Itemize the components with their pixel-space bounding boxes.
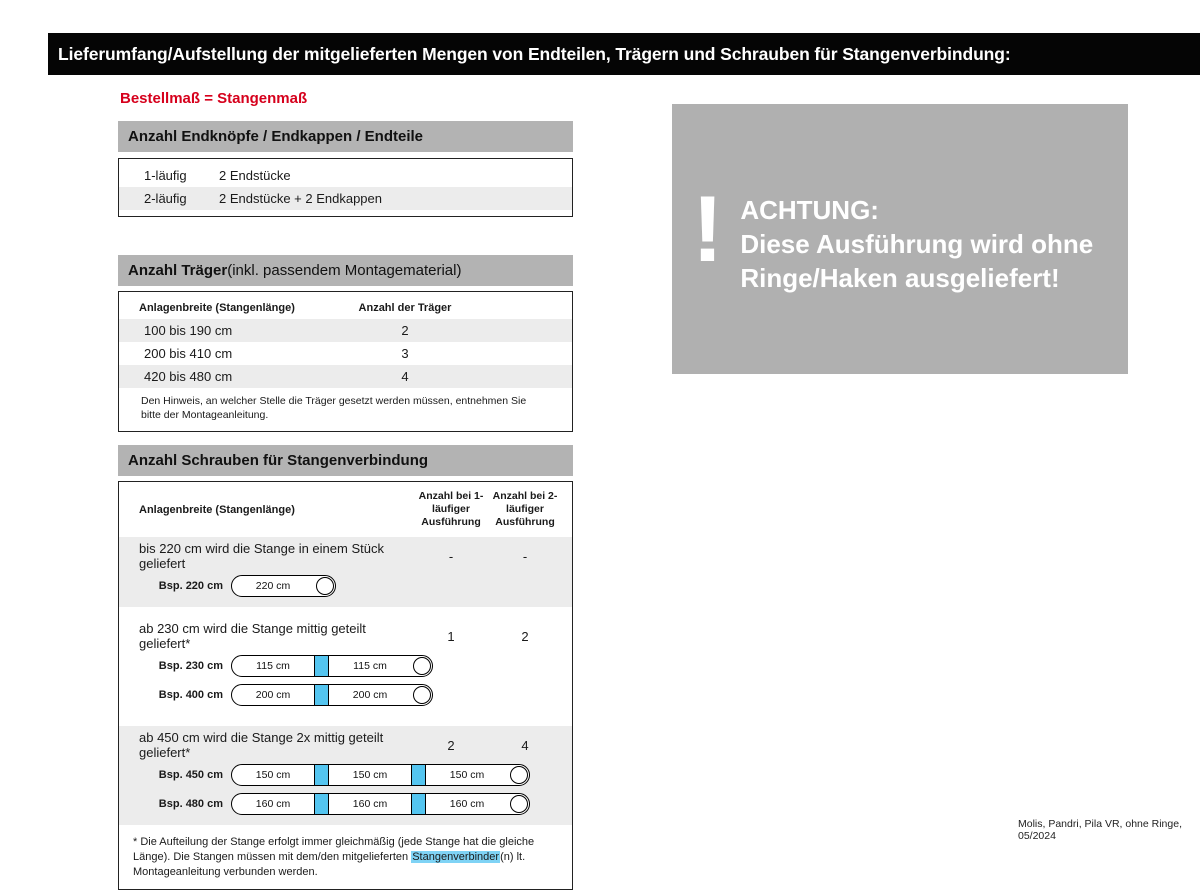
rod-end-cap-icon	[411, 685, 432, 705]
column-header-anlagenbreite: Anlagenbreite (Stangenlänge)	[139, 302, 295, 314]
rod-group-two-piece	[119, 617, 572, 716]
rod-segment: 200 cm	[352, 688, 388, 701]
rod-segment: 150 cm	[255, 768, 291, 781]
rod-graphic	[231, 764, 530, 786]
row-value: 2 Endstücke	[219, 168, 291, 183]
count-1-laeufig: 1	[447, 628, 455, 644]
section-header-traeger	[118, 255, 573, 286]
schrauben-table	[118, 481, 573, 890]
rod-graphic	[231, 793, 530, 815]
rod-example-row	[119, 789, 572, 818]
rod-example-row	[119, 680, 572, 709]
count-1-laeufig: 2	[447, 737, 455, 753]
page-title: Lieferumfang/Aufstellung der mitgelieferten Mengen von Endteilen, Trägern und Schrauben für Stangenverbindung:	[58, 43, 1011, 64]
rod-segment: 150 cm	[352, 768, 388, 781]
rod-graphic	[231, 655, 433, 677]
footnote-post: (n) lt. Montageanleitung verbunden werden.	[133, 851, 526, 879]
table-header-row	[119, 482, 572, 537]
group-description: ab 230 cm wird die Stange mittig geteilt geliefert*	[139, 621, 366, 652]
row-label: 2-läufig	[144, 191, 187, 206]
rod-segment: 150 cm	[449, 768, 485, 781]
warning-text	[740, 190, 1093, 295]
rod-connector-icon	[411, 794, 426, 814]
rod-segment: 200 cm	[255, 688, 291, 701]
rod-segment: 160 cm	[352, 797, 388, 810]
rod-example-row	[119, 651, 572, 680]
table-row	[119, 187, 572, 210]
count-2-laeufig: 2	[521, 628, 529, 644]
count-cell: 2	[401, 323, 409, 338]
table-row	[119, 342, 572, 365]
group-description-row	[119, 541, 572, 571]
rod-end-cap-icon	[411, 656, 432, 676]
group-description: bis 220 cm wird die Stange in einem Stück geliefert	[139, 541, 384, 572]
example-label: Bsp. 400 cm	[158, 688, 223, 701]
count-cell: 4	[401, 369, 409, 384]
traeger-table	[118, 291, 573, 432]
rod-group-one-piece	[119, 537, 572, 607]
rod-connector-icon	[411, 765, 426, 785]
warning-line-2: Ringe/Haken ausgeliefert!	[740, 263, 1060, 293]
section-header-endteile	[118, 121, 573, 152]
count-cell: 3	[401, 346, 409, 361]
rod-end-cap-icon	[314, 576, 335, 596]
section-header-traeger-rest: (inkl. passendem Montagematerial)	[227, 262, 462, 279]
subtitle: Bestellmaß = Stangenmaß	[120, 90, 308, 107]
rod-graphic	[231, 575, 336, 597]
rod-segment: 160 cm	[255, 797, 291, 810]
warning-content	[692, 176, 1094, 295]
traeger-note: Den Hinweis, an welcher Stelle die Träger gesetzt werden müssen, entnehmen Sie bitte der Montageanleitung.	[141, 395, 527, 421]
table-header-row	[119, 297, 572, 319]
range-cell: 420 bis 480 cm	[144, 369, 233, 384]
footnote	[133, 835, 560, 880]
section-header-schrauben	[118, 445, 573, 476]
exclamation-icon: !	[692, 176, 724, 281]
table-row	[119, 365, 572, 388]
group-description-row	[119, 730, 572, 760]
rod-graphic	[231, 684, 433, 706]
rod-segment: 220 cm	[255, 579, 291, 592]
count-2-laeufig: -	[522, 548, 528, 564]
row-label: 1-läufig	[144, 168, 187, 183]
rod-segment: 115 cm	[353, 659, 387, 672]
row-value: 2 Endstücke + 2 Endkappen	[219, 191, 382, 206]
endteile-table	[118, 158, 573, 217]
table-row	[119, 164, 572, 187]
example-label: Bsp. 480 cm	[158, 797, 223, 810]
rod-connector-icon	[314, 794, 329, 814]
footnote-pre: * Die Aufteilung der Stange erfolgt immer gleichmäßig (jede Stange hat die gleiche Länge). Die Stangen müssen mit dem/den mitgelieferten	[133, 836, 535, 864]
count-2-laeufig: 4	[521, 737, 529, 753]
column-header-anzahl-traeger: Anzahl der Träger	[358, 302, 452, 314]
rod-end-cap-icon	[508, 765, 529, 785]
footer-note: Molis, Pandri, Pila VR, ohne Ringe, 05/2024	[1018, 818, 1182, 842]
warning-title: ACHTUNG:	[740, 195, 879, 225]
rod-segment: 160 cm	[449, 797, 485, 810]
rod-connector-icon	[314, 765, 329, 785]
section-header-traeger-bold: Anzahl Träger	[128, 262, 228, 279]
table-row	[119, 319, 572, 342]
range-cell: 100 bis 190 cm	[144, 323, 233, 338]
example-label: Bsp. 230 cm	[158, 659, 223, 672]
column-header-2-laeufig: Anzahl bei 2-läufiger Ausführung	[492, 490, 558, 529]
footnote-highlight: Stangenverbinder	[412, 851, 500, 864]
section-header-endteile-label: Anzahl Endknöpfe / Endkappen / Endteile	[128, 128, 424, 145]
rod-example-row	[119, 571, 572, 600]
rod-group-three-piece	[119, 726, 572, 825]
column-header-anlagenbreite: Anlagenbreite (Stangenlänge)	[139, 503, 295, 516]
page-title-bar	[48, 33, 1200, 75]
example-label: Bsp. 450 cm	[158, 768, 223, 781]
group-description: ab 450 cm wird die Stange 2x mittig geteilt geliefert*	[139, 730, 384, 761]
rod-segment: 115 cm	[256, 659, 290, 672]
column-header-1-laeufig: Anzahl bei 1-läufiger Ausführung	[418, 490, 484, 529]
warning-line-1: Diese Ausführung wird ohne	[740, 229, 1094, 259]
example-label: Bsp. 220 cm	[158, 579, 223, 592]
rod-end-cap-icon	[508, 794, 529, 814]
rod-connector-icon	[314, 656, 329, 676]
group-description-row	[119, 621, 572, 651]
range-cell: 200 bis 410 cm	[144, 346, 233, 361]
rod-example-row	[119, 760, 572, 789]
warning-box	[672, 104, 1128, 374]
rod-connector-icon	[314, 685, 329, 705]
section-header-schrauben-label: Anzahl Schrauben für Stangenverbindung	[128, 452, 429, 469]
count-1-laeufig: -	[448, 548, 454, 564]
